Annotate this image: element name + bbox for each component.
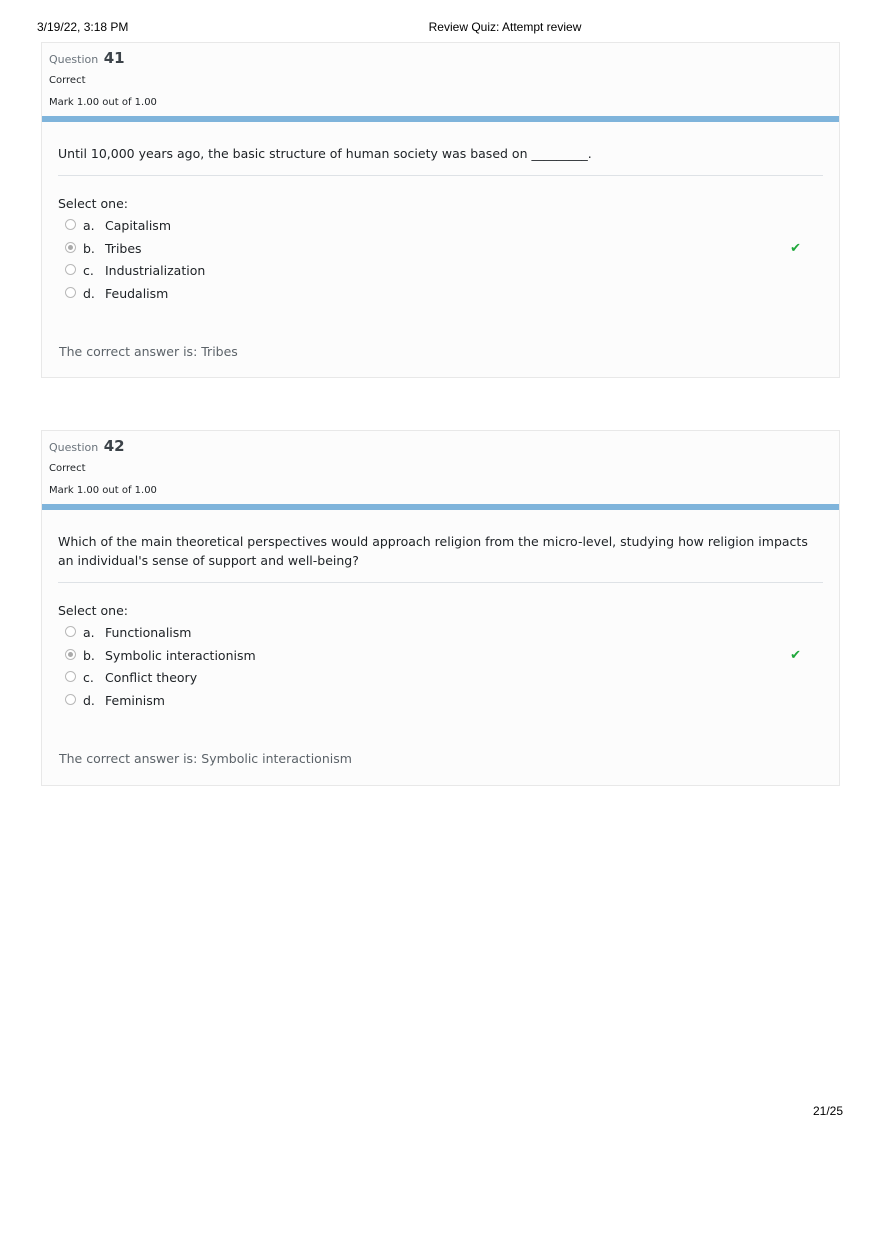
option-text: Conflict theory bbox=[105, 670, 198, 685]
option-letter: b. bbox=[83, 647, 95, 663]
option-letter: d. bbox=[83, 692, 95, 708]
question-label: Question bbox=[49, 53, 99, 66]
question-number-value: 41 bbox=[103, 49, 125, 67]
question-content bbox=[42, 510, 839, 712]
answer-option-c[interactable] bbox=[58, 260, 823, 283]
radio-button[interactable] bbox=[65, 671, 76, 682]
radio-button[interactable] bbox=[65, 219, 76, 230]
question-card bbox=[41, 430, 840, 786]
radio-button[interactable] bbox=[65, 626, 76, 637]
answer-option-d[interactable] bbox=[58, 690, 823, 713]
option-text: Capitalism bbox=[105, 218, 171, 233]
option-letter: a. bbox=[83, 625, 95, 640]
answer-option-b[interactable] bbox=[58, 645, 823, 668]
question-grade: Mark 1.00 out of 1.00 bbox=[49, 485, 157, 496]
answer-option-a[interactable] bbox=[58, 215, 823, 238]
select-prompt: Select one: bbox=[58, 603, 129, 618]
check-icon: ✔ bbox=[790, 240, 801, 256]
answer-list bbox=[58, 622, 823, 712]
print-title: Review Quiz: Attempt review bbox=[428, 20, 582, 34]
option-text: Feudalism bbox=[105, 285, 169, 301]
option-text: Functionalism bbox=[105, 625, 192, 640]
option-letter: b. bbox=[83, 240, 95, 256]
answer-list bbox=[58, 215, 823, 305]
question-grade: Mark 1.00 out of 1.00 bbox=[49, 97, 157, 108]
print-date: 3/19/22, 3:18 PM bbox=[37, 20, 129, 34]
question-number bbox=[49, 437, 125, 455]
question-number bbox=[49, 49, 125, 67]
radio-button-selected[interactable] bbox=[65, 649, 76, 660]
right-answer-feedback: The correct answer is: Symbolic interactionism bbox=[59, 751, 352, 766]
check-icon: ✔ bbox=[790, 647, 801, 663]
question-card bbox=[41, 42, 840, 378]
option-text: Feminism bbox=[105, 692, 165, 708]
option-letter: c. bbox=[83, 670, 94, 685]
option-text: Symbolic interactionism bbox=[105, 647, 256, 663]
print-header bbox=[0, 20, 880, 36]
radio-button[interactable] bbox=[65, 264, 76, 275]
question-label: Question bbox=[49, 441, 99, 454]
option-text: Industrialization bbox=[105, 263, 206, 278]
question-info bbox=[42, 43, 839, 122]
question-number-value: 42 bbox=[103, 437, 125, 455]
radio-button[interactable] bbox=[65, 287, 76, 298]
select-prompt: Select one: bbox=[58, 196, 129, 211]
page-number: 21/25 bbox=[812, 1104, 843, 1118]
question-state: Correct bbox=[49, 463, 86, 474]
right-answer-feedback: The correct answer is: Tribes bbox=[59, 344, 238, 359]
option-letter: c. bbox=[83, 263, 94, 278]
question-state: Correct bbox=[49, 75, 86, 86]
answer-option-c[interactable] bbox=[58, 667, 823, 690]
option-letter: a. bbox=[83, 218, 95, 233]
question-content bbox=[42, 122, 839, 305]
answer-option-a[interactable] bbox=[58, 622, 823, 645]
answer-option-b[interactable] bbox=[58, 238, 823, 261]
radio-button[interactable] bbox=[65, 694, 76, 705]
answer-option-d[interactable] bbox=[58, 283, 823, 306]
radio-button-selected[interactable] bbox=[65, 242, 76, 253]
option-text: Tribes bbox=[105, 240, 142, 256]
question-text: Until 10,000 years ago, the basic structure of human society was based on _________. bbox=[58, 122, 823, 176]
question-text: Which of the main theoretical perspectives would approach religion from the micro-level, studying how religion impacts an individual's sense of support and well-being? bbox=[58, 510, 823, 583]
question-info bbox=[42, 431, 839, 510]
option-letter: d. bbox=[83, 285, 95, 301]
